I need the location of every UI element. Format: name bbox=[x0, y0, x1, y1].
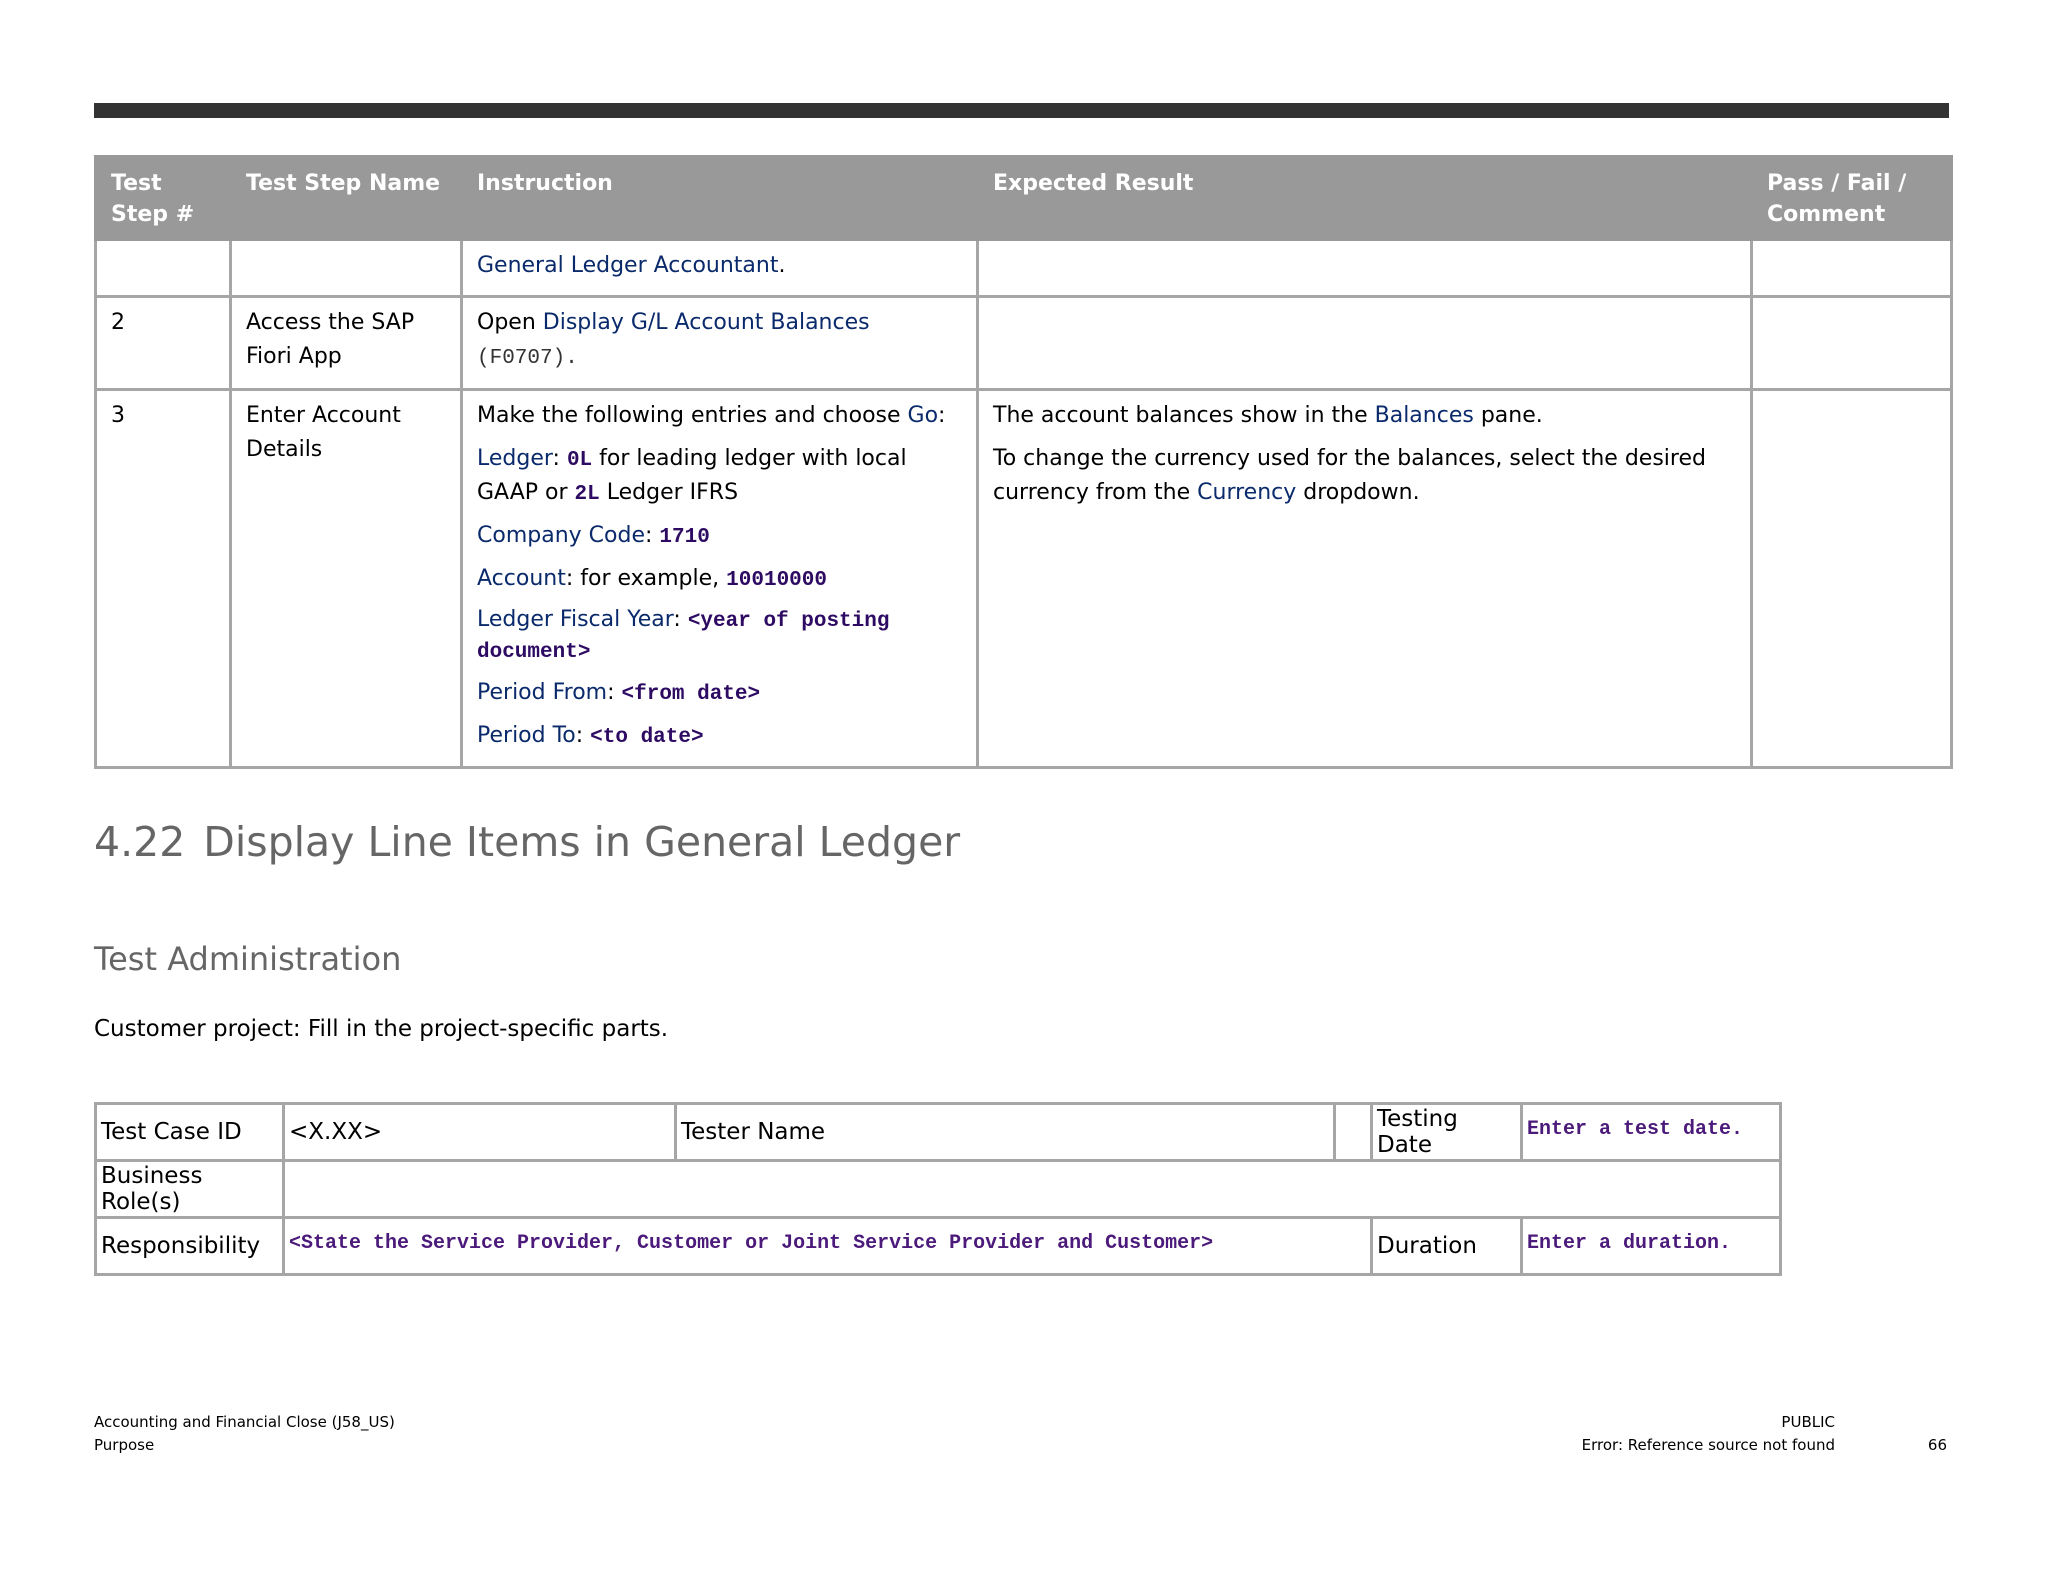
expected-cell: The account balances show in the Balances pane. To change the currency used for the balances, select the desired currency from the Currency dropdown. bbox=[978, 390, 1752, 768]
header-expected: Expected Result bbox=[978, 157, 1752, 240]
go-button-ref: Go bbox=[907, 403, 939, 428]
header-rule bbox=[94, 103, 1949, 118]
table-row: Test Case ID <X.XX> Tester Name Testing Date Enter a test date. bbox=[96, 1104, 1781, 1161]
responsibility-value: <State the Service Provider, Customer or Joint Service Provider and Customer> bbox=[289, 1232, 1214, 1255]
testing-date-value: Enter a test date. bbox=[1527, 1118, 1744, 1141]
app-link[interactable]: Display G/L Account Balances bbox=[542, 310, 870, 335]
period-to-label: Period To bbox=[477, 723, 576, 748]
step-number: 3 bbox=[96, 390, 231, 768]
business-roles-value bbox=[284, 1161, 1781, 1218]
table-row bbox=[96, 240, 1952, 297]
instruction-cell: Open Display G/L Account Balances (F0707). bbox=[462, 297, 978, 390]
role-link[interactable]: General Ledger Accountant bbox=[477, 253, 779, 278]
step-number: 2 bbox=[96, 297, 231, 390]
duration-value: Enter a duration. bbox=[1527, 1232, 1732, 1255]
header-instruction: Instruction bbox=[462, 157, 978, 240]
table-row: Business Role(s) bbox=[96, 1161, 1781, 1218]
fiscal-year-label: Ledger Fiscal Year bbox=[477, 607, 674, 632]
currency-dropdown-ref: Currency bbox=[1197, 480, 1297, 505]
account-label: Account bbox=[477, 566, 566, 591]
tester-name-value bbox=[1335, 1104, 1372, 1161]
instruction-cell: General Ledger Accountant. bbox=[462, 240, 978, 297]
table-row bbox=[96, 297, 1952, 390]
footer-left: Accounting and Financial Close (J58_US) Purpose bbox=[94, 1413, 395, 1454]
step-name: Access the SAP Fiori App bbox=[231, 297, 462, 390]
step-name: Enter Account Details bbox=[231, 390, 462, 768]
subsection-heading: Test Administration bbox=[94, 940, 402, 978]
header-name: Test Step Name bbox=[231, 157, 462, 240]
footer-right: PUBLIC Error: Reference source not found bbox=[1581, 1413, 1835, 1454]
ledger-label: Ledger bbox=[477, 446, 553, 471]
header-pass-fail: Pass / Fail / Comment bbox=[1752, 157, 1952, 240]
test-admin-table bbox=[94, 1102, 1782, 1276]
customer-note: Customer project: Fill in the project-specific parts. bbox=[94, 1016, 669, 1042]
app-id: (F0707). bbox=[477, 347, 578, 370]
table-header-row bbox=[96, 157, 1952, 240]
instruction-cell: Make the following entries and choose Go: Ledger: 0L for leading ledger with local GAAP or 2L Ledger IFRS Company Code: 1710 Account: for example, 10010000 Ledger Fiscal Year: <year of posting document> Period From: <from date> Period To: <to date> bbox=[462, 390, 978, 768]
test-case-id-value: <X.XX> bbox=[284, 1104, 676, 1161]
table-row bbox=[96, 390, 1952, 768]
company-code-label: Company Code bbox=[477, 523, 645, 548]
balances-pane-ref: Balances bbox=[1374, 403, 1474, 428]
page-number: 66 bbox=[1927, 1436, 1947, 1454]
test-steps-table bbox=[94, 155, 1953, 769]
header-step: Test Step # bbox=[96, 157, 231, 240]
table-row: Responsibility <State the Service Provider, Customer or Joint Service Provider and Customer> Duration Enter a duration. bbox=[96, 1218, 1781, 1275]
section-heading: 4.22 Display Line Items in General Ledger bbox=[94, 818, 961, 866]
period-from-label: Period From bbox=[477, 680, 608, 705]
